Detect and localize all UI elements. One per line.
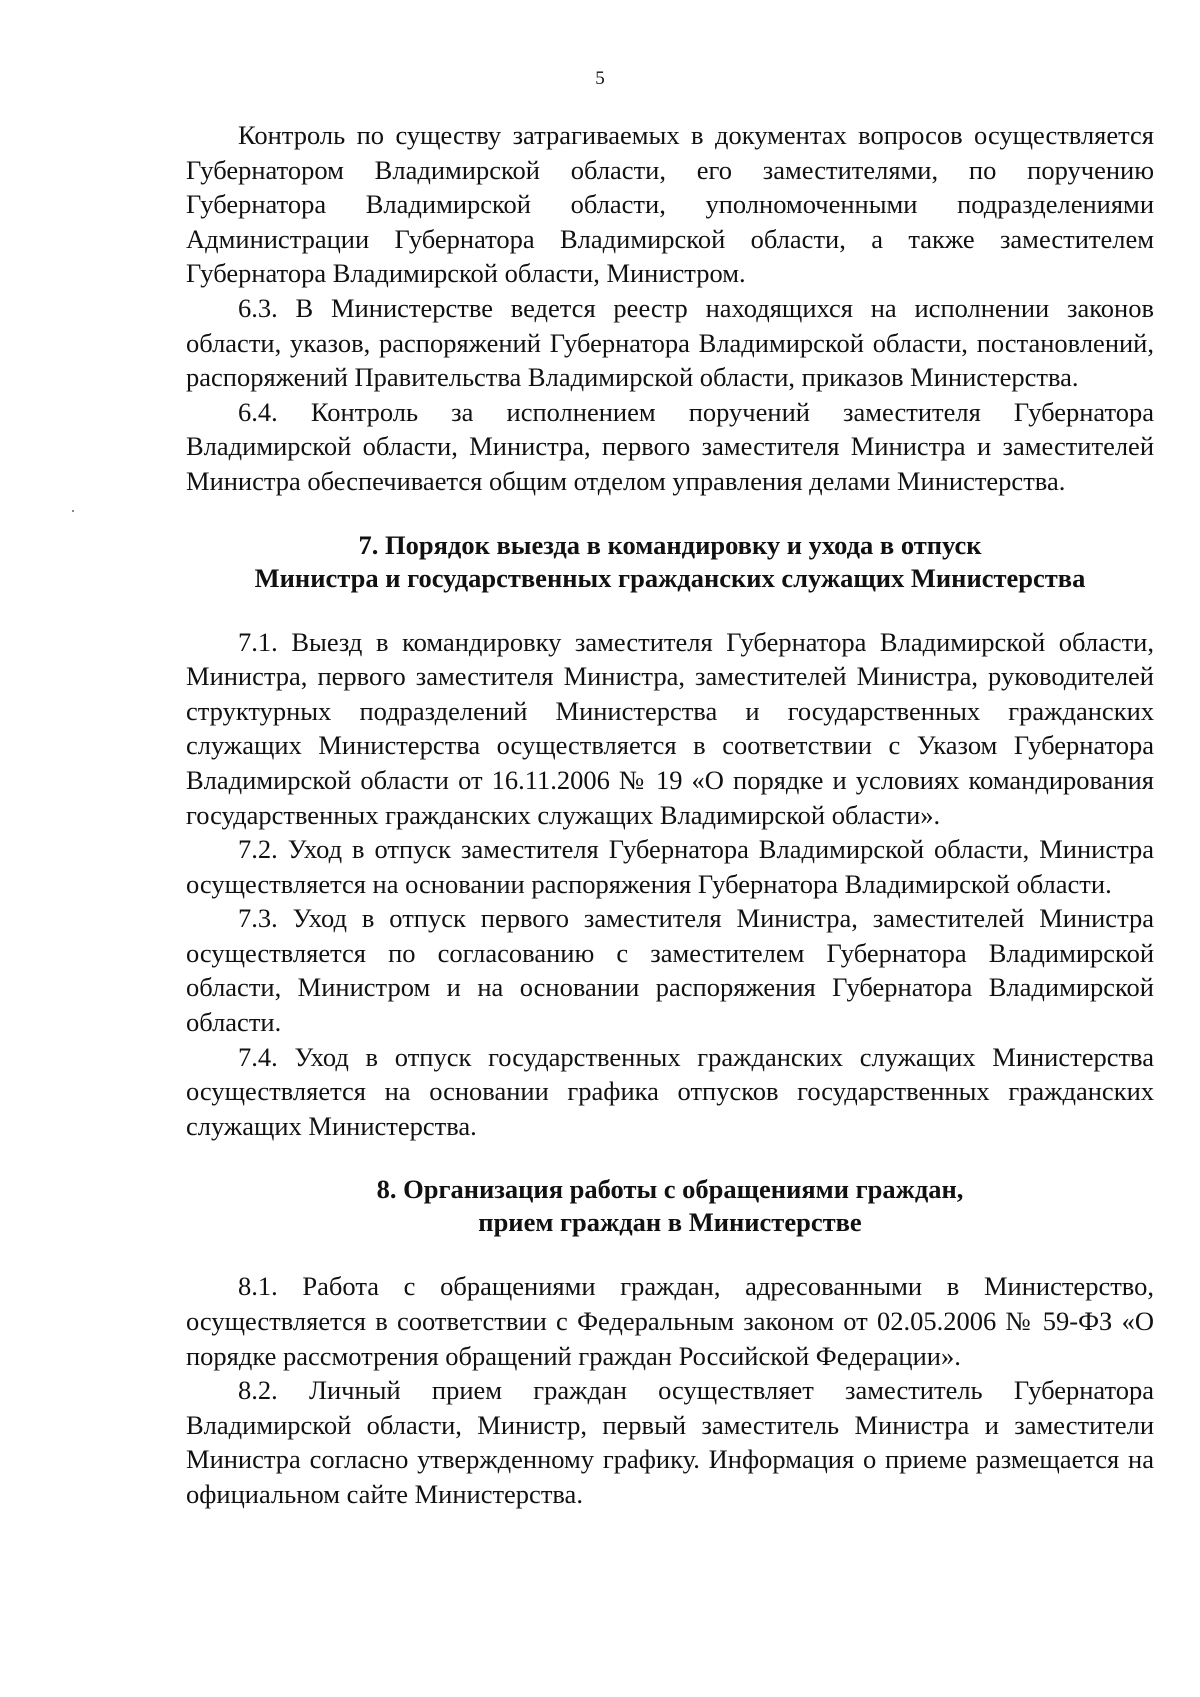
paragraph-6-4: 6.4. Контроль за исполнением поручений заместителя Губернатора Владимирской области, Министра, первого заместителя Министра и заместителей Министра обеспечивается общим отделом управления делами Министерства.	[186, 396, 1154, 496]
paragraph-6-3: 6.3. В Министерстве ведется реестр находящихся на исполнении законов области, указов, распоряжений Губернатора Владимирской области, постановлений, распоряжений Правительства Владимирской области, приказов Министерства.	[186, 292, 1154, 393]
document-body	[186, 118, 1154, 1512]
scan-speck	[72, 510, 74, 512]
paragraph-8-2: 8.2. Личный прием граждан осуществляет заместитель Губернатора Владимирской области, Министр, первый заместитель Министра и заместители Министра согласно утвержденному графику. Информация о приеме размещается на официальном сайте Министерства.	[186, 1375, 1154, 1509]
paragraph-control-intro: Контроль по существу затрагиваемых в документах вопросов осуществляется Губернатором Владимирской области, его заместителями, по поручению Губернатора Владимирской области, уполномоченными подразделениями Администрации Губернатора Владимирской области, а также заместителем Губернатора Владимирской области, Министром.	[186, 120, 1154, 289]
paragraph-8-1: 8.1. Работа с обращениями граждан, адресованными в Министерство, осуществляется в соответствии с Федеральным законом от 02.05.2006 № 59-ФЗ «О порядке рассмотрения обращений граждан Российской Федерации».	[186, 1271, 1154, 1371]
paragraph-7-3: 7.3. Уход в отпуск первого заместителя Министра, заместителей Министра осуществляется по согласованию с заместителем Губернатора Владимирской области, Министром и на основании распоряжения Губернатора Владимирской области.	[186, 903, 1154, 1038]
section-8-heading	[186, 1173, 1154, 1239]
paragraph-7-2: 7.2. Уход в отпуск заместителя Губернатора Владимирской области, Министра осуществляется на основании распоряжения Губернатора Владимирской области.	[186, 834, 1154, 899]
section-7-heading-line-2: Министра и государственных гражданских служащих Министерства	[254, 562, 1086, 593]
section-8-heading-line-1: 8. Организация работы с обращениями граждан,	[376, 1174, 964, 1205]
paragraph-7-4: 7.4. Уход в отпуск государственных гражданских служащих Министерства осуществляется на основании графика отпусков государственных гражданских служащих Министерства.	[186, 1041, 1154, 1141]
page-number: 5	[595, 68, 605, 89]
section-7-heading	[186, 529, 1154, 595]
section-7-heading-line-1: 7. Порядок выезда в командировку и ухода в отпуск	[358, 529, 982, 560]
paragraph-7-1: 7.1. Выезд в командировку заместителя Губернатора Владимирской области, Министра, первого заместителя Министра, заместителей Министра, руководителей структурных подразделений Министерства и государственных гражданских служащих Министерства осуществляется в соответствии с Указом Губернатора Владимирской области от 16.11.2006 № 19 «О порядке и условиях командирования государственных гражданских служащих Владимирской области».	[186, 626, 1154, 830]
section-8-heading-line-2: прием граждан в Министерстве	[478, 1207, 862, 1238]
